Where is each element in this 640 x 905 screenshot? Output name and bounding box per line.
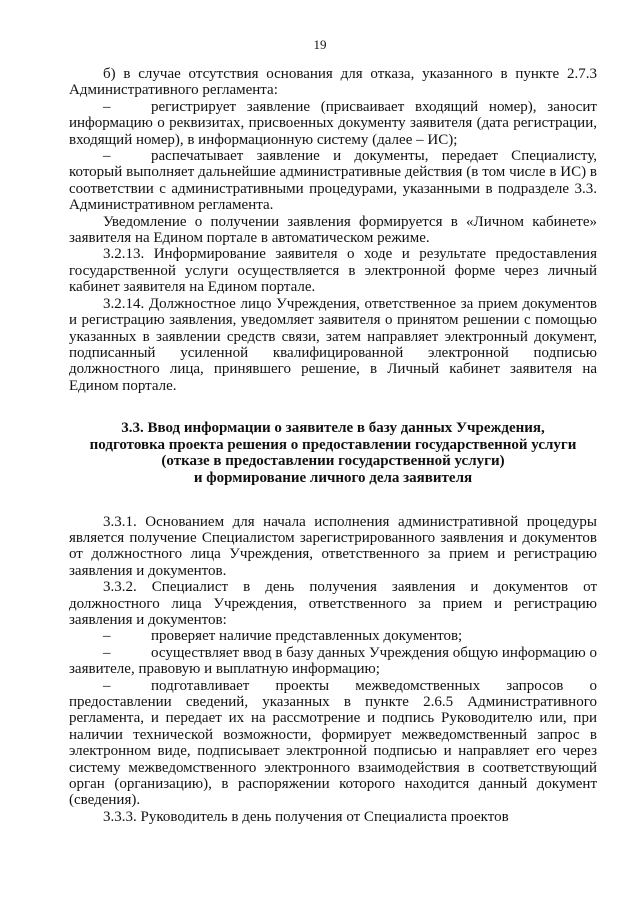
paragraph — [69, 579, 597, 628]
paragraph — [69, 214, 597, 247]
paragraphs-bottom — [69, 514, 597, 826]
heading-line: подготовка проекта решения о предоставлении государственной услуги — [89, 436, 577, 453]
dash-bullet: – — [103, 677, 111, 694]
paragraph — [69, 296, 597, 394]
paragraph-text: 3.2.13. Информирование заявителя о ходе и результате предоставления государственной услуги осуществляется в электронной форме через личный кабинет заявителя на Едином портале. — [69, 246, 597, 296]
paragraph-text: 3.3.2. Специалист в день получения заявления и документов от должностного лица Учреждения, ответственного за прием и регистрацию заявления и документов: — [69, 579, 597, 628]
heading-line: и формирование личного дела заявителя — [193, 469, 473, 486]
heading-line: 3.3. Ввод информации о заявителе в базу данных Учреждения, — [121, 420, 545, 437]
section-heading — [69, 420, 597, 486]
paragraph-text: распечатывает заявление и документы, передает Специалисту, который выполняет дальнейшие административные действия (в том числе в ИС) в соответствии с административными процедурами, указанными в подразделе 3.3. Административном регламента. — [69, 148, 597, 214]
paragraph-text: 3.3.1. Основанием для начала исполнения административной процедуры является получение Специалистом зарегистрированного заявления и документов от должностного лица Учреждения, ответственного за прием и регистрацию заявления и документов. — [69, 513, 597, 579]
paragraphs-top — [69, 66, 597, 394]
paragraph — [69, 514, 597, 580]
paragraph — [69, 809, 597, 825]
paragraph-text: осуществляет ввод в базу данных Учреждения общую информацию о заявителе, правовую и выплатную информацию; — [69, 644, 597, 678]
document-body — [69, 66, 597, 825]
paragraph-text: Уведомление о получении заявления формируется в «Личном кабинете» заявителя на Едином портале в автоматическом режиме. — [69, 213, 597, 247]
page-number: 19 — [313, 37, 327, 52]
paragraph — [69, 246, 597, 295]
list-item — [69, 645, 597, 678]
list-item — [69, 99, 597, 148]
dash-bullet: – — [103, 148, 111, 165]
paragraph-text: б) в случае отсутствия основания для отказа, указанного в пункте 2.7.3 Административного регламента: — [69, 66, 597, 99]
dash-bullet: – — [103, 98, 111, 115]
list-item — [69, 678, 597, 809]
heading-line: (отказе в предоставлении государственной услуги) — [161, 453, 505, 470]
paragraph-text: 3.2.14. Должностное лицо Учреждения, ответственное за прием документов и регистрацию заявления, уведомляет заявителя о принятом решении с помощью указанных в заявлении средств связи, затем направляет электронный документ, подписанный усиленной квалифицированной электронной подписью должностного лица, принявшего решение, в Личный кабинет заявителя на Едином портале. — [69, 295, 597, 394]
list-item — [69, 148, 597, 214]
dash-bullet: – — [103, 628, 111, 645]
dash-bullet: – — [103, 644, 111, 661]
paragraph-text: подготавливает проекты межведомственных запросов о предоставлении сведений, указанных в пункте 2.6.5 Административного регламента, и передает их на рассмотрение и подпись Руководителю или, при наличии технической возможности, формирует межведомственный запрос в электронном виде, подписывает электронной подписью и направляет его через систему межведомственного электронного взаимодействия в соответствующий орган (организацию), в распоряжении которого находится данный документ (сведения). — [69, 677, 597, 809]
paragraph-text: 3.3.3. Руководитель в день получения от Специалиста проектов — [103, 808, 509, 825]
paragraph-text: регистрирует заявление (присваивает входящий номер), заносит информацию о реквизитах, присвоенных документу заявителя (дата регистрации, входящий номер), в информационную систему (далее – ИС); — [69, 98, 597, 148]
paragraph — [69, 66, 597, 99]
paragraph-text: проверяет наличие представленных документов; — [151, 628, 463, 645]
list-item — [69, 628, 597, 644]
